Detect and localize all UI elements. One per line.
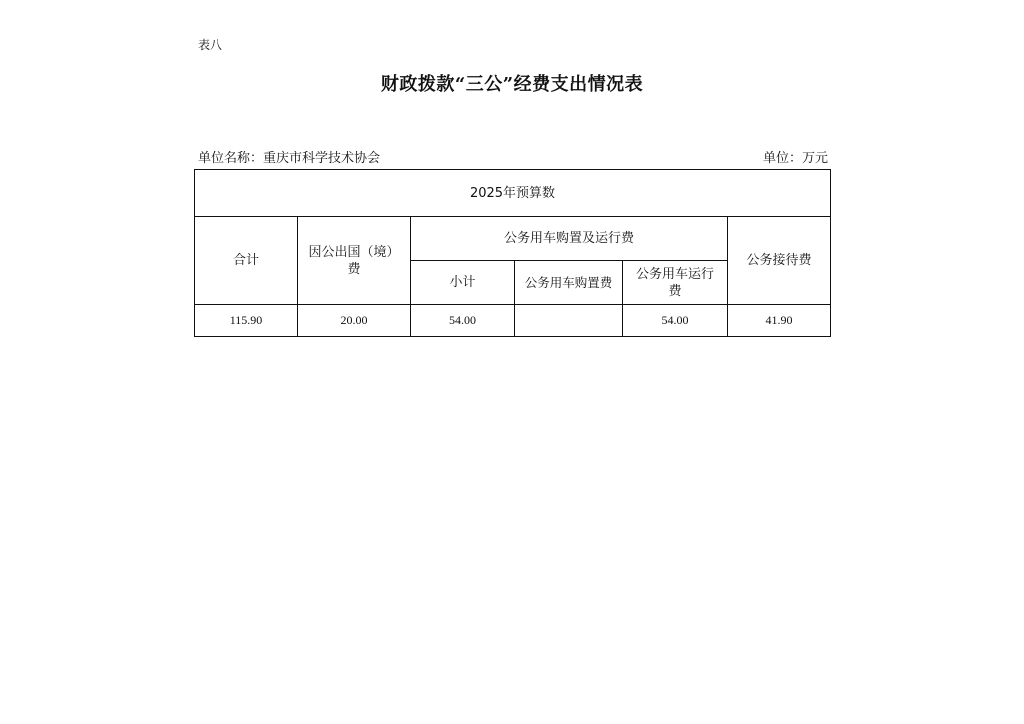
header-reception: 公务接待费 [728,217,831,305]
cell-vehicle-subtotal: 54.00 [411,305,515,337]
cell-vehicle-purchase [515,305,623,337]
header-vehicle-subtotal: 小计 [411,261,515,305]
header-overseas-travel: 因公出国（境）费 [298,217,411,305]
organization-name: 单位名称：重庆市科学技术协会 [198,151,381,166]
currency-unit: 单位：万元 [762,151,828,166]
table-number-label: 表八 [198,38,223,52]
header-total: 合计 [195,217,298,305]
cell-vehicle-operation: 54.00 [623,305,728,337]
document-title: 财政拨款“三公”经费支出情况表 [380,74,644,95]
cell-total: 115.90 [195,305,298,337]
three-public-expenses-table [194,169,831,337]
budget-year-header: 2025年预算数 [195,170,831,217]
header-vehicle-purchase: 公务用车购置费 [515,261,623,305]
header-vehicle-group: 公务用车购置及运行费 [411,217,728,261]
table-row [195,305,831,337]
header-vehicle-operation: 公务用车运行费 [623,261,728,305]
cell-overseas-travel: 20.00 [298,305,411,337]
cell-reception: 41.90 [728,305,831,337]
